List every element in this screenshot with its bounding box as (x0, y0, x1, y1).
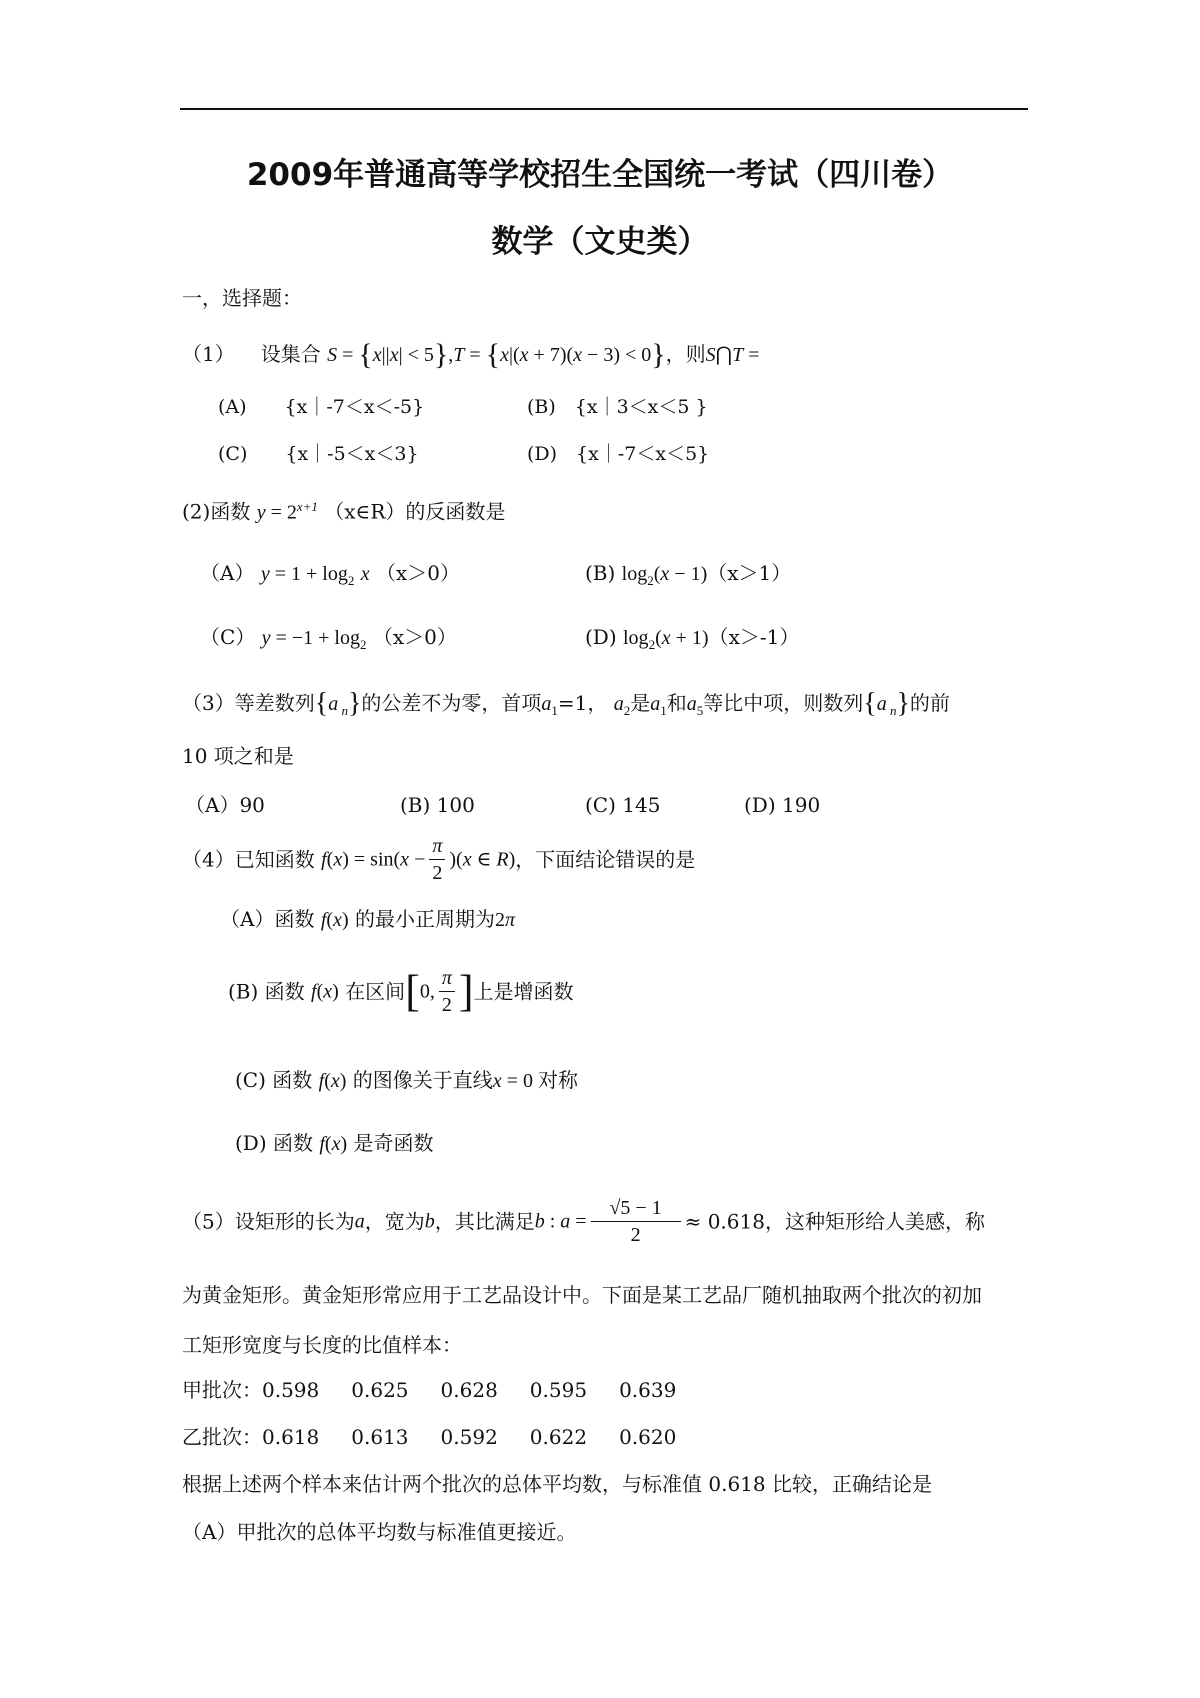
exam-subtitle: 数学（文史类） (491, 224, 709, 260)
q3-option-d: (D) 190 (744, 793, 821, 817)
q3-option-b: (B) 100 (400, 793, 475, 817)
exam-title: 2009年普通高等学校招生全国统一考试（四川卷） (246, 157, 954, 193)
q4-interval-fraction: $\frac{\pi}{2}$ (439, 968, 455, 1015)
q1-tail: ，则 (665, 342, 706, 366)
q3-option-a: （A）90 (185, 793, 265, 817)
q2-option-a: （A） $y = 1 + \log_2 x$ （x＞0） (200, 561, 460, 588)
q2-option-b: (B) $\log_2(x - 1)(x>1)$ (585, 561, 792, 588)
q1-stem: （1） 设集合 S = {x||x| < 5},T = {x|(x + 7)(x − 3) < 0}，则S⋂T = (182, 338, 760, 371)
q2-option-c: （C） $y = -1 + \log_2 (x>0)$ (200, 625, 457, 652)
q5-line3: 工矩形宽度与长度的比值样本： (182, 1333, 462, 1357)
q1-option-d: (D) {x｜-7＜x＜5} (527, 443, 710, 465)
top-rule (180, 108, 1028, 110)
q5-batch-a: 甲批次：0.598 0.625 0.628 0.595 0.639 (182, 1378, 677, 1402)
q4-option-d: (D) 函数 f(x) 是奇函数 (235, 1131, 434, 1155)
q3-line2: 10 项之和是 (182, 744, 294, 768)
q2-stem-pre: (2)函数 (182, 499, 251, 524)
q1-option-c: (C) {x｜-5＜x＜3} (218, 443, 419, 465)
q2-stem: (2)函数 $y = 2^{x+1}$ （x∈R）的反函数是 (182, 499, 506, 524)
q1-option-a: (A) {x｜-7＜x＜-5} (218, 396, 425, 418)
q5-option-a: （A）甲批次的总体平均数与标准值更接近。 (182, 1520, 577, 1544)
q3-option-c: (C) 145 (585, 793, 661, 817)
q5-line2: 为黄金矩形。黄金矩形常应用于工艺品设计中。下面是某工艺品厂随机抽取两个批次的初加 (182, 1283, 982, 1307)
q5-batch-b: 乙批次：0.618 0.613 0.592 0.622 0.620 (182, 1425, 677, 1449)
q3-line1: （3）等差数列{a $_n$}的公差不为零，首项$a_1=1$， $a_2$是$a_1$和$a_5$等比中项，则数列{a $_n$}的前 (182, 688, 950, 719)
q4-option-a: （A）函数 f(x) 的最小正周期为2π (220, 907, 515, 931)
q1-option-b: (B) {x｜3＜x＜5 } (527, 396, 708, 418)
q5-line6: 根据上述两个样本来估计两个批次的总体平均数，与标准值 0.618 比较，正确结论是 (182, 1472, 932, 1496)
q2-option-d: (D) $\log_2(x + 1)(x>-1)$ (585, 625, 800, 652)
q4-stem: （4）已知函数 f(x) = sin(x − $\frac{\pi}{2}$ )(x ∈ R)，下面结论错误的是 (182, 835, 696, 884)
q1-number: （1） (182, 342, 235, 366)
q4-fraction: $\frac{\pi}{2}$ (429, 836, 445, 883)
q1-text: 设集合 (260, 342, 321, 366)
q2-stem-post: （x∈R）的反函数是 (324, 499, 506, 524)
q5-golden-fraction: $\frac{√5 - 1}{2}$ (591, 1198, 681, 1245)
q1-formula: S (327, 344, 338, 366)
q5-line1: （5）设矩形的长为a，宽为b，其比满足b : a = $\frac{√5 - 1}{2}$ ≈ 0.618，这种矩形给人美感，称 (182, 1197, 985, 1246)
section-label: 一，选择题： (182, 286, 302, 310)
q4-option-c: (C) 函数 f(x) 的图像关于直线x = 0 对称 (235, 1068, 578, 1092)
q4-option-b: (B) 函数 f(x) 在区间[0, $\frac{\pi}{2}$ ]上是增函数 (228, 966, 574, 1016)
